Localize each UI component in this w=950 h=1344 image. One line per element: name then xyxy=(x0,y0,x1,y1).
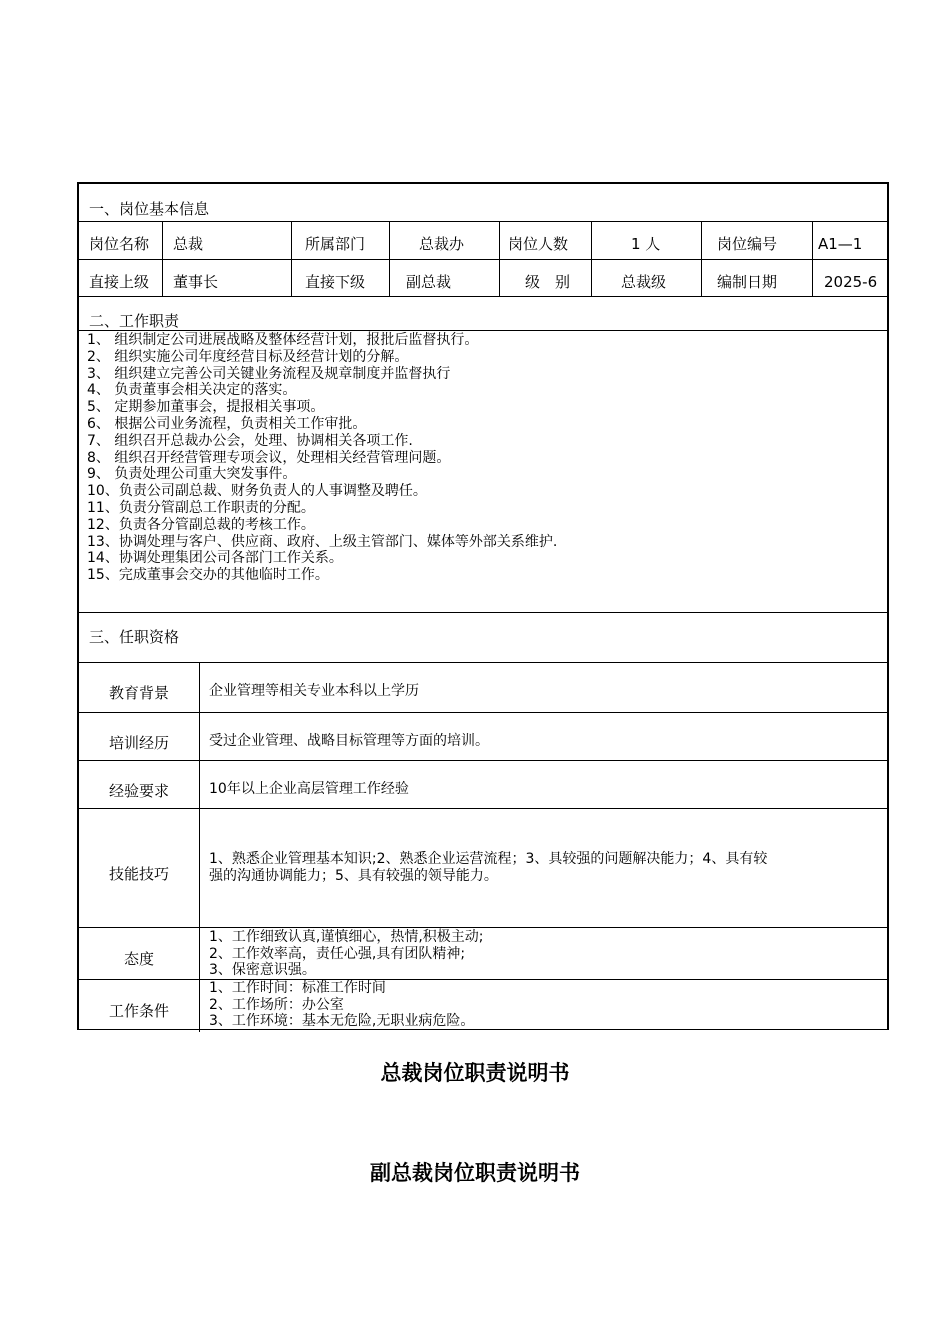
condition-item: 2、工作场所：办公室 xyxy=(209,996,344,1013)
value-experience: 10年以上企业高层管理工作经验 xyxy=(209,781,409,797)
label-attitude: 态度 xyxy=(123,950,154,968)
label-education: 教育背景 xyxy=(108,684,169,702)
divider xyxy=(79,808,887,809)
condition-item: 3、工作环境：基本无危险,无职业病危险。 xyxy=(209,1013,475,1029)
value-direct-superior: 董事长 xyxy=(173,273,219,291)
attitude-item: 2、工作效率高，责任心强,具有团队精神; xyxy=(209,945,466,962)
divider xyxy=(79,927,887,928)
attitude-item: 1、工作细致认真,谨慎细心，热情,积极主动; xyxy=(209,929,484,945)
duty-item: 8、 组织召开经营管理专项会议，处理相关经营管理问题。 xyxy=(87,449,451,466)
divider xyxy=(79,330,887,331)
value-training: 受过企业管理、战略目标管理等方面的培训。 xyxy=(209,733,489,749)
divider xyxy=(199,662,200,1032)
divider xyxy=(162,221,163,296)
label-headcount: 岗位人数 xyxy=(508,235,569,253)
value-skills xyxy=(209,851,767,885)
duties-list xyxy=(87,332,557,584)
document-title-vice-president: 副总裁岗位职责说明书 xyxy=(370,1161,580,1185)
value-compile-date: 2025-6 xyxy=(824,273,878,291)
document-title-president: 总裁岗位职责说明书 xyxy=(380,1061,570,1085)
duty-item: 13、协调处理与客户、供应商、政府、上级主管部门、媒体等外部关系维护. xyxy=(87,533,558,550)
divider xyxy=(812,221,813,296)
divider xyxy=(79,979,887,980)
duty-item: 3、 组织建立完善公司关键业务流程及规章制度并监督执行 xyxy=(87,365,451,382)
value-education: 企业管理等相关专业本科以上学历 xyxy=(209,683,419,699)
label-work-conditions: 工作条件 xyxy=(108,1002,169,1020)
duty-item: 4、 负责董事会相关决定的落实。 xyxy=(87,382,297,399)
divider xyxy=(79,712,887,713)
section-basic-info-title: 一、岗位基本信息 xyxy=(89,200,210,218)
section-duties-title: 二、工作职责 xyxy=(89,312,180,330)
label-direct-subordinate: 直接下级 xyxy=(305,273,366,291)
work-conditions-list xyxy=(209,980,474,1030)
value-position-code: A1—1 xyxy=(818,235,863,253)
duty-item: 2、 组织实施公司年度经营目标及经营计划的分解。 xyxy=(87,348,409,365)
duty-item: 11、负责分管副总工作职责的分配。 xyxy=(87,499,315,516)
divider xyxy=(79,259,887,260)
label-position-code: 岗位编号 xyxy=(717,235,778,253)
duty-item: 14、协调处理集团公司各部门工作关系。 xyxy=(87,550,343,567)
duty-item: 6、 根据公司业务流程，负责相关工作审批。 xyxy=(87,415,367,432)
divider xyxy=(591,221,592,296)
label-position-name: 岗位名称 xyxy=(89,235,150,253)
skills-line: 1、熟悉企业管理基本知识;2、熟悉企业运营流程；3、具较强的问题解决能力；4、具有较 xyxy=(209,851,768,867)
section-qualifications-title: 三、任职资格 xyxy=(89,628,180,646)
attitude-list xyxy=(209,929,484,979)
skills-line: 强的沟通协调能力；5、具有较强的领导能力。 xyxy=(209,868,498,884)
value-headcount: 1 人 xyxy=(631,235,661,253)
label-department: 所属部门 xyxy=(305,235,366,253)
divider xyxy=(79,612,887,613)
attitude-item: 3、保密意识强。 xyxy=(209,962,316,978)
value-position-name: 总裁 xyxy=(173,235,204,253)
divider xyxy=(499,221,500,296)
duty-item: 15、完成董事会交办的其他临时工作。 xyxy=(87,567,329,584)
value-department: 总裁办 xyxy=(419,235,465,253)
divider xyxy=(79,296,887,297)
duty-item: 1、 组织制定公司进展战略及整体经营计划，报批后监督执行。 xyxy=(87,332,479,348)
duty-item: 10、负责公司副总裁、财务负责人的人事调整及聘任。 xyxy=(87,483,427,500)
label-skills: 技能技巧 xyxy=(108,865,169,883)
duty-item: 5、 定期参加董事会，提报相关事项。 xyxy=(87,399,325,416)
label-level: 级 别 xyxy=(525,273,571,291)
job-description-table xyxy=(77,182,889,1030)
label-compile-date: 编制日期 xyxy=(717,273,778,291)
divider xyxy=(389,221,390,296)
label-training: 培训经历 xyxy=(108,734,169,752)
divider xyxy=(79,221,887,222)
divider xyxy=(701,221,702,296)
value-level: 总裁级 xyxy=(621,273,667,291)
duty-item: 9、 负责处理公司重大突发事件。 xyxy=(87,466,297,483)
value-direct-subordinate: 副总裁 xyxy=(406,273,452,291)
duty-item: 12、负责各分管副总裁的考核工作。 xyxy=(87,516,315,533)
divider xyxy=(291,221,292,296)
condition-item: 1、工作时间：标准工作时间 xyxy=(209,980,386,996)
label-direct-superior: 直接上级 xyxy=(89,273,150,291)
divider xyxy=(79,662,887,663)
duty-item: 7、 组织召开总裁办公会，处理、协调相关各项工作. xyxy=(87,432,413,449)
label-experience: 经验要求 xyxy=(108,782,169,800)
divider xyxy=(79,760,887,761)
